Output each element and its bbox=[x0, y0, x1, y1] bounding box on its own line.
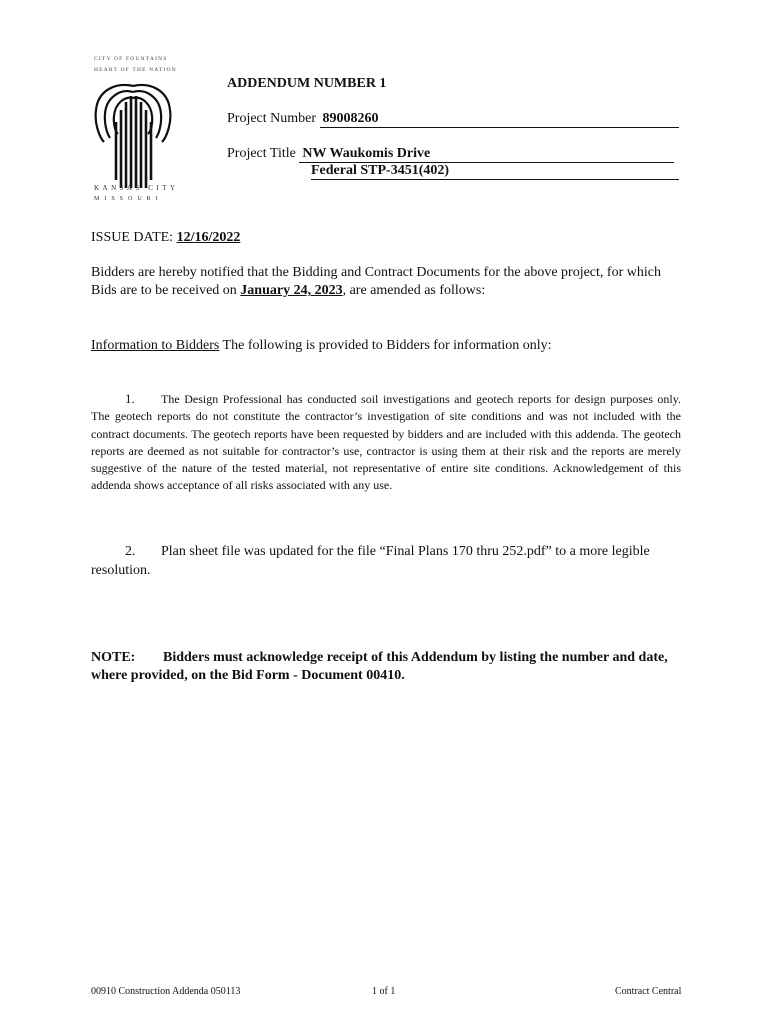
logo-tagline-2: HEART OF THE NATION bbox=[94, 67, 177, 73]
item-2-number: 2. bbox=[125, 544, 136, 559]
note-block bbox=[91, 649, 681, 685]
info-to-bidders bbox=[91, 337, 681, 355]
logo-city-name: KANSAS CITY bbox=[94, 184, 179, 192]
project-title-line1: NW Waukomis Drive bbox=[299, 146, 674, 163]
project-title-row2 bbox=[311, 163, 679, 180]
notice-text-part2: , are amended as follows: bbox=[342, 283, 486, 298]
logo-state-name: MISSOURI bbox=[94, 196, 163, 202]
notice-text-part1: Bidders are hereby notified that the Bidding and Contract Documents for the above project, for which Bids are to be received on bbox=[91, 265, 661, 298]
footer-page-number: 1 of 1 bbox=[372, 986, 396, 997]
footer-organization: Contract Central bbox=[615, 986, 682, 997]
logo-tagline-1: CITY OF FOUNTAINS bbox=[94, 56, 168, 62]
project-title-row bbox=[227, 146, 674, 163]
project-title-line2: Federal STP-3451(402) bbox=[311, 163, 679, 180]
footer-document-id: 00910 Construction Addenda 050113 bbox=[91, 986, 241, 997]
item-1 bbox=[91, 390, 681, 495]
project-number-label: Project Number bbox=[227, 111, 317, 126]
bid-date: January 24, 2023 bbox=[240, 283, 343, 298]
info-heading: Information to Bidders bbox=[91, 338, 220, 353]
issue-date-value: 12/16/2022 bbox=[176, 230, 241, 245]
addendum-title: ADDENDUM NUMBER 1 bbox=[227, 76, 387, 91]
note-label: NOTE: bbox=[91, 650, 136, 665]
issue-date-row bbox=[91, 229, 681, 247]
project-number-row bbox=[227, 111, 679, 128]
note-text: Bidders must acknowledge receipt of this Addendum by listing the number and date, where provided, on the Bid Form - Document 00410. bbox=[91, 650, 668, 683]
notice-paragraph bbox=[91, 264, 681, 300]
item-1-number: 1. bbox=[125, 391, 135, 406]
project-title-label: Project Title bbox=[227, 146, 296, 161]
issue-date-label: ISSUE DATE: bbox=[91, 230, 174, 245]
info-text: The following is provided to Bidders for information only: bbox=[219, 338, 552, 353]
item-2 bbox=[91, 542, 681, 580]
project-number-value: 89008260 bbox=[320, 111, 679, 128]
kansas-city-logo bbox=[88, 56, 178, 206]
item-2-text: Plan sheet file was updated for the file “Final Plans 170 thru 252.pdf” to a more legible resolution. bbox=[91, 544, 650, 578]
fountain-icon bbox=[88, 80, 178, 190]
item-1-text: The Design Professional has conducted soil investigations and geotech reports for design purposes only. The geotech reports do not constitute the contractor’s investigation of site conditions and was not included with the contract documents. The geotech reports have been requested by bidders and are included with this addenda. The geotech reports are deemed as not suitable for contractor’s use, contractor is using them at their risk and the reports are merely suggestive of the nature of the tested material, not representative of entire site conditions. Acknowledgement of this addenda shows acceptance of all risks associated with any use. bbox=[91, 392, 681, 493]
